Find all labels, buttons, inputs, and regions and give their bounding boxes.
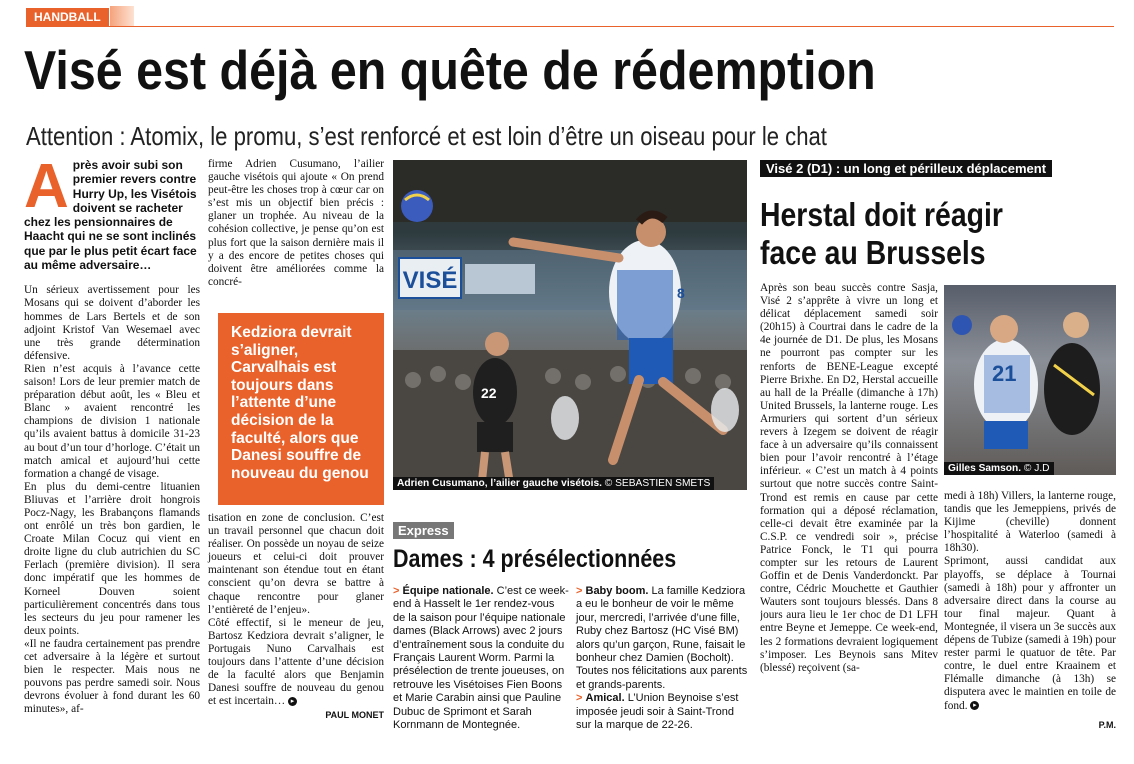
signature: PAUL MONET bbox=[325, 710, 384, 721]
side-headline bbox=[760, 196, 1003, 272]
dropcap: A bbox=[24, 152, 69, 221]
lead-text: près avoir subi son premier revers contre Hurry Up, les Visétois doivent se racheter chez les pensionnaires de Haacht qui ne se sont inclinés que par le plus petit écart face au même adversaire… bbox=[24, 158, 197, 273]
main-photo bbox=[393, 160, 747, 490]
column-2-bottom bbox=[208, 512, 384, 723]
express-item-text: L’Union Beynoise s’est imposée jeudi soir à Saint-Trond sur la marque de 22-26. bbox=[576, 692, 739, 732]
express-item-lead: Équipe nationale. bbox=[402, 585, 494, 597]
express-column-1 bbox=[393, 585, 569, 732]
body-paragraph: Après son beau succès contre Sasja, Visé 2 s’apprête à vivre un long et délicat déplacement samedi soir (20h15) à Courtrai dans le cadre de la 4e journée de D1. De plus, les Mosans ne pourront pas compter sur les renforts de BENE-League excepté Pierre Brixhe. En D2, Herstal accueille au hall de la Préalle (dimanche à 17h) United Brussels, la lanterne rouge. Les Armuriers qui sortent d’un sérieux revers à Izegem se doivent de réagir face à un adversaire qu’ils connaissent bien pour l’avoir rencontré à l’étage inférieur. « C’est un match à 4 points surtout que notre succès contre Saint-Trond est remis en cause par cette formation qui a déposé réclamation, celle-ci devait être examinée par la C.S.P. ce vendredi soir », précise Patrice Fonck, le T1 qui pourra compter sur les retours de Laurent Goffin et de Denis Vanderdonckt. Par contre, Cédric Mouchette et Gauthier Wauters sont toujours blessés. Dans 8 jours aura lieu le 1er choc de D1 LFH entre Beyne et Jemeppe. Ce week-end, les 2 formations devraient logiquement s’imposer. Les Beynois sans Mitev (blessé) reçoivent (sa- bbox=[760, 282, 938, 674]
express-column-2 bbox=[576, 585, 748, 732]
tag-fade-decoration bbox=[110, 6, 134, 26]
body-paragraph: Un sérieux avertissement pour les Mosans qui se doivent d’aborder les hommes de Lars Bertels et de son adjoint Kristof Van Wesemael avec une très grande détermination défensive. bbox=[24, 284, 200, 362]
end-mark-icon: ▸ bbox=[970, 701, 979, 710]
end-mark-icon: ▸ bbox=[288, 697, 297, 706]
headline: Visé est déjà en quête de rédemption bbox=[24, 39, 876, 101]
caption-credit: © SEBASTIEN SMETS bbox=[604, 478, 711, 489]
body-paragraph: medi à 18h) Villers, la lanterne rouge, tandis que les Jemeppiens, privés de Kijime (cheville) donnent l’hospitalité à Waterloo (samedi à 18h30). bbox=[944, 490, 1116, 555]
body-paragraph: firme Adrien Cusumano, l’ailier gauche visétois qui ajoute « On prend peut-être les choses trop à cœur car on s’est mis un objectif bien précis : glaner un trophée. Au niveau de la cohésion collective, je pense qu’on est plus fort que la saison dernière mais il y a des encore de petites choses qui doivent être améliorées comme la concré- bbox=[208, 158, 384, 288]
body-paragraph: En plus du demi-centre lituanien Bliuvas et l’arrière droit hongrois Pocz-Nagy, les Brabançons flamands ont enrôlé un très bon gardien, le Croate Milan Cocuz qui vient en droite ligne du club autrichien du SC Ferlach (première division). Il sera donc impératif que les hommes de Korneel Douven soient particulièrement concentrés dans tous les secteurs du jeu pour ramener les deux points. bbox=[24, 480, 200, 637]
side-photo-caption bbox=[944, 462, 1054, 475]
main-photo-caption bbox=[393, 477, 714, 490]
express-item bbox=[576, 585, 748, 692]
side-caption-text: Gilles Samson. bbox=[948, 463, 1022, 474]
callout-text: Kedziora devrait s’aligner, Carvalhais est toujours dans l’attente d’une décision de la faculté, alors que Danesi souffre de nouveau du genou bbox=[221, 316, 381, 490]
jersey-number-b: 8 bbox=[677, 285, 685, 301]
express-item-lead: Amical. bbox=[585, 692, 625, 705]
express-item-text: C’est ce week-end à Hasselt le 1er rendez-vous de la saison pour l’équipe nationale dames (Black Arrows) avec 2 jours d’entraînement sous la conduite du Français Laurent Worm. Parmi la présélection de trente joueuses, on retrouve les Visétoises Fien Boons et Marie Carabin ainsi que Pauline Dubuc de Sprimont et Sarah Kornmann de Montegnée. bbox=[393, 585, 569, 732]
side-headline-line-2: face au Brussels bbox=[760, 234, 986, 271]
express-item-lead: Baby boom. bbox=[585, 585, 649, 597]
body-paragraph: «Il ne faudra certainement pas prendre cet adversaire à la légère et surtout bien le respecter. Mais nous ne pouvons pas perdre samedi soir. Nous devrons évoluer à fond durant les 60 minutes», af- bbox=[24, 637, 200, 716]
body-paragraph: Côté effectif, si le meneur de jeu, Bartosz Kedziora devrait s’aligner, le Portugais Nuno Carvalhais est toujours dans l’attente d’une décision de la faculté alors que Benjamin Danesi souffre de nouveau du genou et est incertain… bbox=[208, 616, 384, 708]
top-rule bbox=[26, 26, 1114, 27]
side-tag-text: Visé 2 (D1) : un long et périlleux déplacement bbox=[766, 161, 1047, 176]
jersey-number-a: 22 bbox=[481, 385, 497, 401]
arrow-icon: > bbox=[576, 692, 583, 705]
body-paragraph: tisation en zone de conclusion. C’est un travail personnel que chacun doit réaliser. On possède un noyau de seize joueurs et celui-ci doit prouver maintenant son étendue tout en étant conscient qu’on devra se battre à chaque rencontre pour glaner l’entièreté de l’enjeu». bbox=[208, 512, 384, 616]
caption-text: Adrien Cusumano, l’ailier gauche visétois. bbox=[397, 478, 602, 489]
column-2-top bbox=[208, 158, 384, 289]
side-photo-illustration bbox=[944, 285, 1116, 475]
photo-illustration bbox=[393, 160, 747, 490]
side-caption-credit: © J.D bbox=[1023, 463, 1050, 474]
side-column-a bbox=[760, 282, 938, 754]
subheadline: Attention : Atomix, le promu, s’est renforcé et est loin d’être un oiseau pour le chat bbox=[26, 121, 827, 151]
express-item bbox=[576, 692, 748, 732]
arrow-icon: > bbox=[576, 585, 583, 597]
callout-box bbox=[218, 313, 384, 505]
side-signature: P.M. bbox=[1098, 719, 1116, 730]
lead-paragraph bbox=[24, 152, 200, 273]
express-item-text: La famille Kedziora a eu le bonheur de voir le même jour, mercredi, l’arrivée d’une fille, Ruby chez Bartosz (HC Visé BM) alors qu’un garçon, Rune, faisait le bonheur chez Damien (Bocholt). Toutes nos félicitations aux parents et grands-parents. bbox=[576, 585, 748, 691]
section-tag: HANDBALL bbox=[26, 8, 109, 26]
side-photo bbox=[944, 285, 1116, 475]
column-1 bbox=[24, 152, 200, 716]
side-column-b bbox=[944, 490, 1116, 732]
side-headline-line-1: Herstal doit réagir bbox=[760, 196, 1003, 233]
banner-text: VISÉ bbox=[402, 267, 458, 294]
express-title: Dames : 4 présélectionnées bbox=[393, 545, 677, 573]
body-paragraph: Rien n’est acquis à l’avance cette saison! Lors de leur premier match de préparation début août, les « Bleu et Blanc » avaient rencontré les champions de division 1 nationale qu’ils avaient battus à domicile 31-23 au bout d’un tour d’horloge. C’était un match amical et aujourd’hui cette formation a changé de visage. bbox=[24, 362, 200, 480]
express-tag: Express bbox=[393, 522, 454, 539]
arrow-icon: > bbox=[393, 585, 400, 597]
side-tag bbox=[760, 160, 1052, 177]
body-paragraph: Sprimont, aussi candidat aux playoffs, se déplace à Tournai (samedi à 18h) pour y affronter un adversaire direct dans la course au tour final majeur. Quant à Montegnée, il visera un 3e succès aux dépens de Tubize (samedi à 19h) pour rester parmi le quatuor de tête. Par contre, le duel entre Kraainem et Flémalle dimanche (à 13h) se disputera avec le maintien en toile de fond. bbox=[944, 555, 1116, 712]
side-jersey-number: 21 bbox=[992, 361, 1017, 386]
